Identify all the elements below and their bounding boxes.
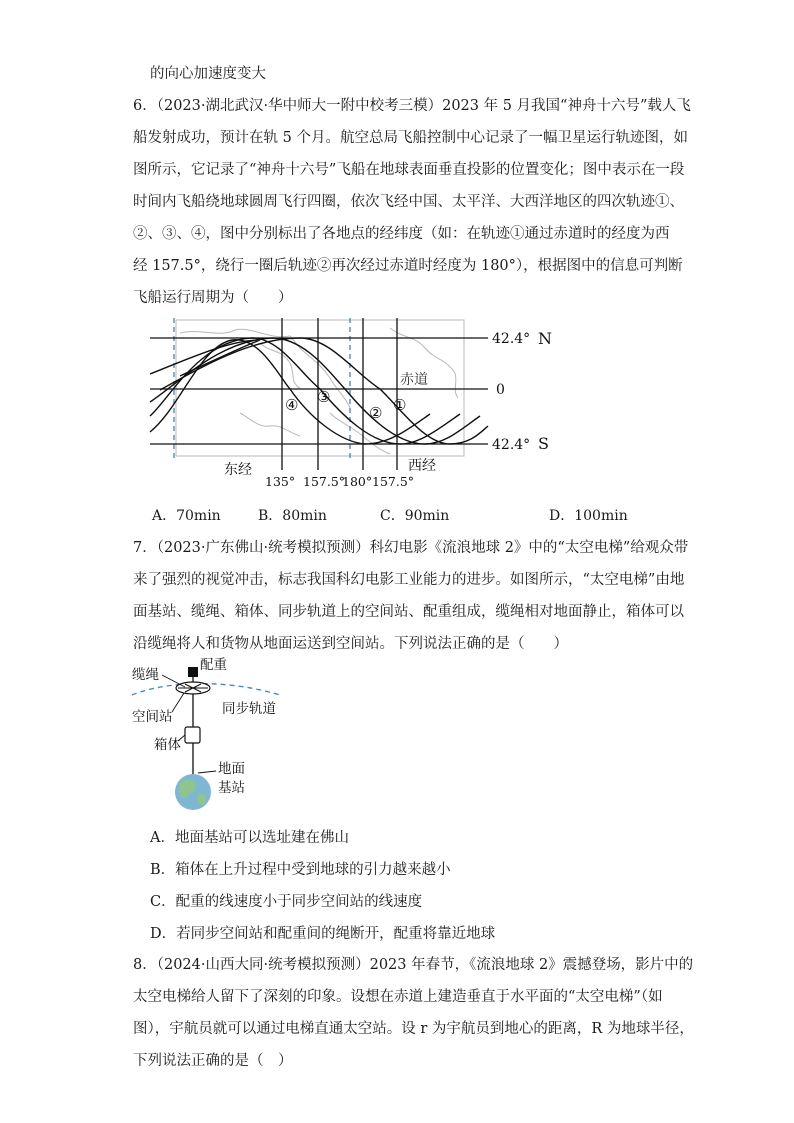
lon-label-157-5W: 157.5° xyxy=(372,474,415,489)
q6-option-a[interactable]: A．70min xyxy=(152,508,221,524)
sync-orbit-label: 同步轨道 xyxy=(222,701,276,717)
east-longitude-label: 东经 xyxy=(224,462,252,478)
q6-option-b[interactable]: B．80min xyxy=(258,508,327,524)
lon-label-135: 135° xyxy=(265,474,296,489)
equator-label: 赤道 xyxy=(400,372,428,388)
q6-line-6: 经 157.5°，绕行一圈后轨迹②再次经过赤道时经度为 180°），根据图中的信息可判断 xyxy=(133,258,683,274)
q8-line-4: 下列说法正确的是（ ） xyxy=(133,1053,293,1069)
q8-line-2: 太空电梯给人留下了深刻的印象。设想在赤道上建造垂直于水平面的“太空电梯”（如 xyxy=(133,989,663,1005)
track-mark-3: ③ xyxy=(317,388,331,406)
q8-line-3: 图），宇航员就可以通过电梯直通太空站。设 r 为宇航员到地心的距离，R 为地球半径， xyxy=(133,1021,694,1037)
ground-base-label-2: 基站 xyxy=(218,780,245,796)
ground-base-label-1: 地面 xyxy=(218,761,245,777)
q8-line-1: 8．（2024·山西大同·统考模拟预测）2023 年春节，《流浪地球 2》震撼登场，影片中的 xyxy=(133,957,694,973)
orbit-track-4 xyxy=(150,340,430,444)
space-station-label: 空间站 xyxy=(132,709,173,725)
q6-line-3: 图所示，它记录了“神舟十六号”飞船在地球表面垂直投影的位置变化；图中表示在一段 xyxy=(133,162,685,178)
q7-option-c[interactable]: C．配重的线速度小于同步空间站的线速度 xyxy=(150,894,423,910)
west-longitude-label: 西经 xyxy=(408,458,436,474)
q7-line-2: 来了强烈的视觉冲击，标志我国科幻电影工业能力的进步。如图所示，“太空电梯”由地 xyxy=(133,572,685,588)
previous-option-continuation: 的向心加速度变大 xyxy=(150,66,266,82)
q6-line-7: 飞船运行周期为（ ） xyxy=(133,290,293,306)
north-label: N xyxy=(538,329,552,348)
q7-option-d[interactable]: D．若同步空间站和配重间的绳断开，配重将靠近地球 xyxy=(150,926,496,942)
q6-line-5: ②、③、④，图中分别标出了各地点的经纬度（如：在轨迹①通过赤道时的经度为西 xyxy=(133,226,670,242)
q7-option-b[interactable]: B．箱体在上升过程中受到地球的引力越来越小 xyxy=(150,862,451,878)
q6-line-1: 6．（2023·湖北武汉·华中师大一附中校考三模）2023 年 5 月我国“神舟十六号”载人飞 xyxy=(133,98,691,114)
south-label: S xyxy=(538,434,549,453)
q6-line-4: 时间内飞船绕地球圆周飞行四圈，依次飞经中国、太平洋、大西洋地区的四次轨迹①、 xyxy=(133,194,684,210)
q7-line-1: 7．（2023·广东佛山·统考模拟预测）科幻电影《流浪地球 2》中的“太空电梯”给观众带 xyxy=(133,540,689,556)
q7-line-3: 面基站、缆绳、箱体、同步轨道上的空间站、配重组成，缆绳相对地面静止，箱体可以 xyxy=(133,604,684,620)
q6-option-c[interactable]: C．90min xyxy=(380,508,450,524)
track-mark-1: ① xyxy=(393,396,407,414)
box-label: 箱体 xyxy=(154,737,181,753)
q6-line-2: 船发射成功，预计在轨 5 个月。航空总局飞船控制中心记录了一幅卫星运行轨迹图，如 xyxy=(133,130,688,146)
cable-label: 缆绳 xyxy=(132,667,159,683)
lon-label-180: 180° xyxy=(342,474,373,489)
track-mark-4: ④ xyxy=(285,396,299,414)
space-elevator-figure xyxy=(130,655,300,815)
ground-track-figure xyxy=(140,318,570,498)
q6-option-d[interactable]: D．100min xyxy=(549,508,628,524)
q7-line-4: 沿缆绳将人和货物从地面运送到空间站。下列说法正确的是（ ） xyxy=(133,636,568,652)
track-mark-2: ② xyxy=(369,404,383,422)
lon-label-157-5E: 157.5° xyxy=(303,474,346,489)
lat-bottom-label: 42.4° xyxy=(492,437,531,453)
elevator-box xyxy=(185,727,200,743)
earth-icon xyxy=(175,774,211,810)
q7-option-a[interactable]: A．地面基站可以选址建在佛山 xyxy=(150,830,349,846)
counterweight-label: 配重 xyxy=(200,657,227,673)
counterweight-block xyxy=(188,667,198,677)
lat-top-label: 42.4° xyxy=(492,331,531,347)
equator-value: 0 xyxy=(496,382,505,398)
orbit-track-3 xyxy=(150,338,460,444)
